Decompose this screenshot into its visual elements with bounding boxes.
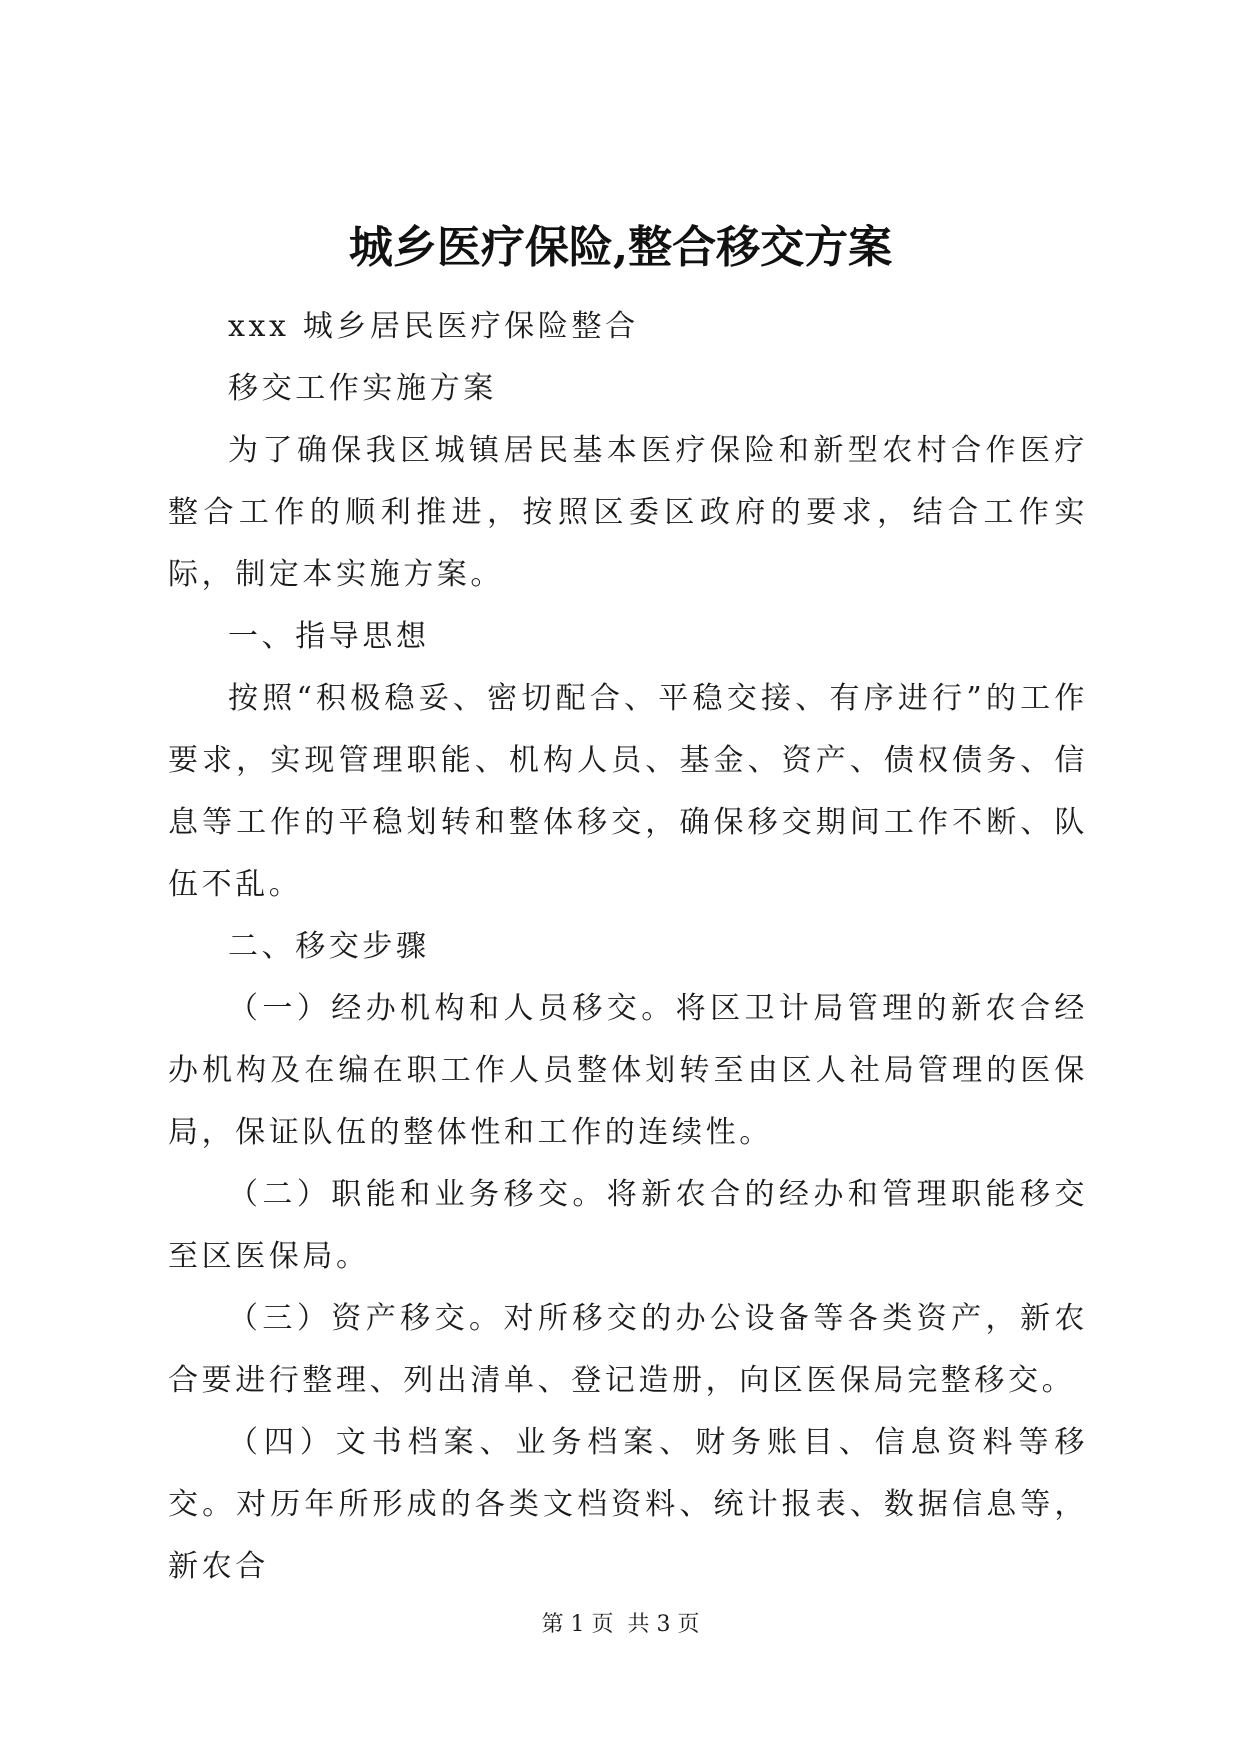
document-body [168,296,1088,1598]
step-1-paragraph: （一）经办机构和人员移交。将区卫计局管理的新农合经办机构及在编在职工作人员整体划转至由区人社局管理的医保局，保证队伍的整体性和工作的连续性。 [168,991,1088,1150]
subtitle-line-1: xxx 城乡居民医疗保险整合 [228,309,639,344]
section-heading-2: 二、移交步骤 [228,929,430,964]
step-3-paragraph: （三）资产移交。对所移交的办公设备等各类资产，新农合要进行整理、列出清单、登记造册，向区医保局完整移交。 [168,1301,1088,1398]
section-heading-1: 一、指导思想 [228,619,430,654]
intro-paragraph: 为了确保我区城镇居民基本医疗保险和新型农村合作医疗整合工作的顺利推进，按照区委区政府的要求，结合工作实际，制定本实施方案。 [168,433,1088,592]
step-4-paragraph: （四）文书档案、业务档案、财务账目、信息资料等移交。对历年所形成的各类文档资料、统计报表、数据信息等，新农合 [168,1425,1088,1584]
document-title: 城乡医疗保险,整合移交方案 [348,222,893,273]
guiding-thought-paragraph: 按照“积极稳妥、密切配合、平稳交接、有序进行”的工作要求，实现管理职能、机构人员、基金、资产、债权债务、信息等工作的平稳划转和整体移交，确保移交期间工作不断、队伍不乱。 [168,681,1088,902]
step-2-paragraph: （二）职能和业务移交。将新农合的经办和管理职能移交至区医保局。 [168,1177,1088,1274]
subtitle-line-2: 移交工作实施方案 [228,371,497,406]
page-number-label: 第 1 页 共 3 页 [541,1612,700,1637]
page-footer [0,1610,1241,1640]
